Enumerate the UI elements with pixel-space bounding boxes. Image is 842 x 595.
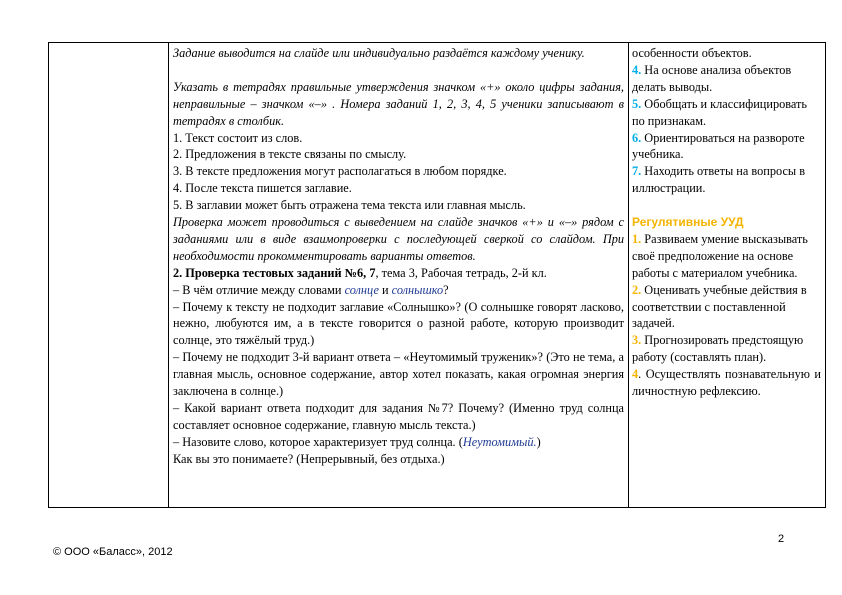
regulatory-item — [632, 231, 821, 282]
word-neutomimyi: Неутомимый. — [462, 434, 537, 449]
item-text: Обобщать и классифицировать по признакам. — [632, 96, 808, 128]
question-1-text: – В чём отличие между словами — [173, 282, 345, 297]
item-number: 1. — [632, 231, 642, 246]
cognitive-continuation: особенности объектов. — [632, 46, 752, 60]
item-number: 6. — [632, 130, 642, 145]
question-3: – Почему не подходит 3-й вариант ответа – «Неутомимый труженик»? (Это не тема, а главная мысль, основное содержание, автор хотел показать, какая огромная энергия заключена в солнце.) — [173, 350, 624, 399]
cognitive-item — [632, 130, 821, 164]
statement-3: 3. В тексте предложения могут располагаться в любом порядке. — [173, 164, 507, 179]
regulatory-heading-text: Регулятивные УУД — [632, 215, 744, 230]
task-2-line — [173, 265, 624, 282]
statement-2: 2. Предложения в тексте связаны по смыслу. — [173, 147, 407, 162]
question-1-and: и — [378, 282, 392, 297]
question-5-text: – Назовите слово, которое характеризует труд солнца. ( — [173, 434, 463, 449]
item-number: 4. — [632, 62, 642, 77]
item-text: Находить ответы на вопросы в иллюстрации. — [632, 164, 806, 196]
statement-5: 5. В заглавии может быть отражена тема текста или главная мысль. — [173, 198, 526, 213]
check-note: Проверка может проводиться с выведением на слайде значков «+» и «–» рядом с заданиями или в виде взаимопроверки с последующей сверкой со слайдом. При необходимости прокомментировать варианты ответов. — [173, 215, 624, 263]
item-text: Ориентироваться на развороте учебника. — [632, 130, 805, 162]
item-text: Прогнозировать предстоящую работу (составлять план). — [632, 333, 804, 365]
cognitive-item — [632, 96, 821, 130]
regulatory-item — [632, 366, 821, 400]
question-5 — [173, 434, 624, 451]
regulatory-heading — [632, 214, 821, 231]
lesson-table — [48, 42, 826, 508]
task-2-title: 2. Проверка тестовых заданий №6, 7 — [173, 265, 376, 280]
item-text: . Осуществлять познавательную и личностную рефлексию. — [632, 367, 821, 399]
right-column — [629, 43, 825, 507]
item-text: Развиваем умение высказывать своё предположение на основе работы с материалом учебника. — [632, 231, 808, 280]
middle-column — [169, 43, 629, 507]
question-2: – Почему к тексту не подходит заглавие «Солнышко»? (О солнышке говорят ласково, нежно, любуются им, а в тексте говорится о разной работе, которую производит солнце, это тяжёлый труд.) — [173, 299, 624, 348]
word-solnyshko: солнышко — [391, 282, 444, 297]
page-number: 2 — [778, 533, 785, 545]
question-1-end: ? — [443, 282, 449, 297]
task-2-source: , тема 3, Рабочая тетрадь, 2-й кл. — [375, 265, 547, 280]
regulatory-item — [632, 282, 821, 333]
question-5-end: ) — [536, 434, 541, 449]
item-number: 7. — [632, 164, 642, 179]
question-5-line-2: Как вы это понимаете? (Непрерывный, без отдыха.) — [173, 451, 445, 466]
footer-copyright: © ООО «Баласс», 2012 — [53, 546, 173, 558]
item-number: 2. — [632, 282, 642, 297]
item-number: 5. — [632, 96, 642, 111]
regulatory-item — [632, 332, 821, 366]
cognitive-item — [632, 62, 821, 96]
question-1 — [173, 282, 624, 299]
statement-1: 1. Текст состоит из слов. — [173, 130, 303, 145]
intro-text: Задание выводится на слайде или индивидуально раздаётся каждому ученику. — [173, 46, 585, 60]
question-4: – Какой вариант ответа подходит для задания №7? Почему? (Именно труд солнца составляет основное содержание, главную мысль текста.) — [173, 401, 624, 432]
cognitive-item — [632, 163, 821, 197]
word-solntse: солнце — [344, 282, 379, 297]
item-number: 4 — [632, 367, 639, 382]
statement-4: 4. После текста пишется заглавие. — [173, 181, 352, 196]
item-text: На основе анализа объектов делать выводы. — [632, 62, 792, 94]
item-number: 3. — [632, 333, 642, 348]
left-column — [49, 43, 169, 507]
instruction-text: Указать в тетрадях правильные утверждения значком «+» около цифры задания, неправильные – значком «–» . Номера заданий 1, 2, 3, 4, 5 ученики записывают в тетрадях в столбик. — [173, 79, 624, 128]
item-text: Оценивать учебные действия в соответствии с поставленной задачей. — [632, 282, 807, 331]
